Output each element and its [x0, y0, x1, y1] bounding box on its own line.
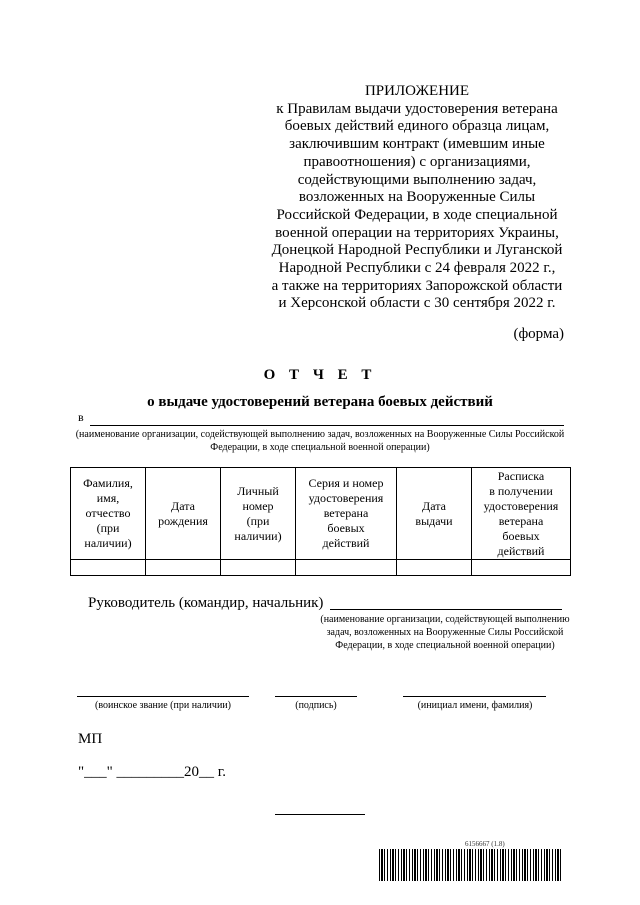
name-caption: (инициал имени, фамилия) [417, 700, 533, 711]
appendix-line: боевых действий единого образца лицам, [284, 118, 550, 135]
appendix-line: правоотношения) с организациями, [303, 153, 531, 170]
document-code: 6156667 (1.8) [465, 840, 505, 848]
header-birth-date: Дата рождения [146, 468, 221, 560]
table-cell[interactable] [146, 560, 221, 576]
table-header-row [71, 468, 571, 560]
rank-line[interactable] [77, 696, 249, 697]
stamp-label: МП [78, 731, 103, 747]
table-row [71, 560, 571, 576]
appendix-line: содействующими выполнению задач, [297, 171, 537, 188]
appendix-heading: ПРИЛОЖЕНИЕ [364, 83, 470, 99]
header-issue-date: Дата выдачи [397, 468, 472, 560]
organization-name-line[interactable] [90, 425, 564, 426]
manager-caption: (наименование организации, содействующей выполнению задач, возложенных на Вооруженные Силы Российской Федерации, в ходе специальной военной операции) [320, 614, 570, 651]
table-cell[interactable] [296, 560, 397, 576]
appendix-line: Народной Республики с 24 февраля 2022 г., [278, 260, 556, 277]
appendix-line: Российской Федерации, в ходе специальной [276, 206, 558, 223]
appendix-line: военной операции на территориях Украины, [275, 224, 559, 241]
report-table [70, 467, 571, 576]
form-label: (форма) [513, 326, 564, 342]
appendix-line: и Херсонской области с 30 сентября 2022 г. [278, 295, 556, 312]
in-label: в [78, 410, 84, 424]
table-cell[interactable] [397, 560, 472, 576]
table-cell[interactable] [221, 560, 296, 576]
appendix-line: Донецкой Народной Республики и Луганской [271, 242, 563, 259]
header-certificate-number: Серия и номер удостоверения ветерана боевых действий [296, 468, 397, 560]
table-cell[interactable] [71, 560, 146, 576]
appendix-block [262, 83, 572, 313]
date-field[interactable]: "___" _________20__ г. [78, 764, 226, 780]
organization-caption: (наименование организации, содействующей выполнению задач, возложенных на Вооруженные Силы Российской Федерации, в ходе специальной военной операции) [75, 429, 565, 453]
header-full-name: Фамилия, имя, отчество (при наличии) [71, 468, 146, 560]
page-subtitle: о выдаче удостоверений ветерана боевых действий [147, 394, 493, 410]
appendix-line: а также на территориях Запорожской области [271, 277, 563, 294]
appendix-line: заключившим контракт (имевшим иные [289, 136, 545, 153]
header-personal-number: Личный номер (при наличии) [221, 468, 296, 560]
barcode [379, 849, 563, 881]
name-line[interactable] [403, 696, 546, 697]
appendix-line: возложенных на Вооруженные Силы [298, 189, 536, 206]
appendix-line: к Правилам выдачи удостоверения ветерана [276, 100, 558, 117]
bottom-line [275, 814, 365, 815]
rank-caption: (воинское звание (при наличии) [95, 700, 231, 711]
manager-organization-line[interactable] [330, 609, 562, 610]
signature-line[interactable] [275, 696, 357, 697]
table-cell[interactable] [472, 560, 571, 576]
header-receipt: Расписка в получении удостоверения ветерана боевых действий [472, 468, 571, 560]
manager-label: Руководитель (командир, начальник) [88, 595, 324, 611]
page-title: О Т Ч Е Т [263, 367, 377, 383]
signature-caption: (подпись) [295, 700, 337, 711]
